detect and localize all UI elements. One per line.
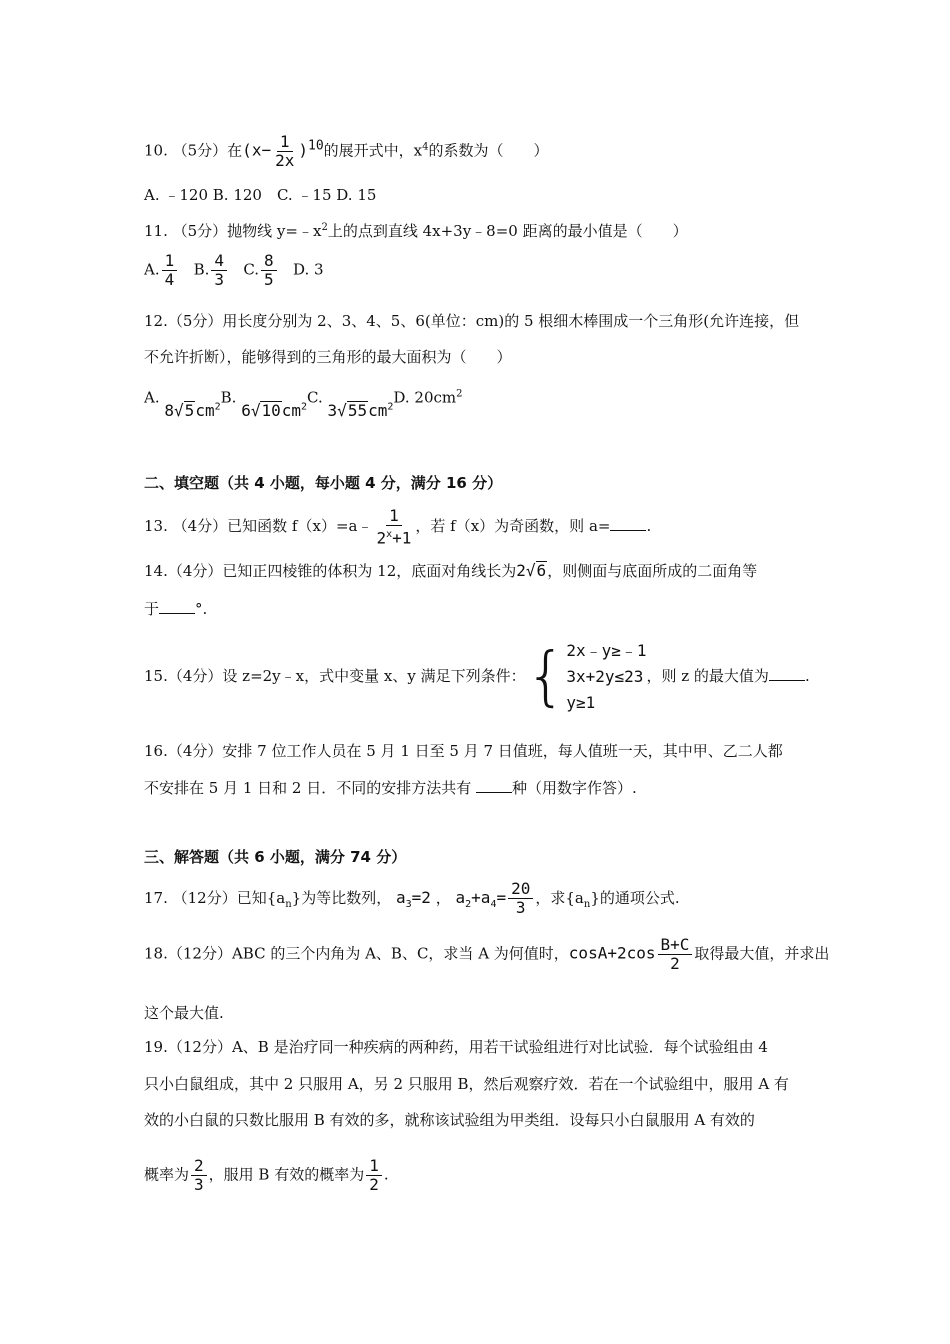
q10-suffix-b: 的系数为（ ） xyxy=(428,141,549,160)
q14-line2-a: 于 xyxy=(144,600,160,618)
q13-suffix-b: . xyxy=(646,517,652,536)
q10-paren-close: ) xyxy=(298,140,308,160)
q17-a4-sub: 4 xyxy=(490,899,497,911)
q10-sup: 4 xyxy=(422,141,429,153)
q16-line2-b: 种（用数字作答）. xyxy=(512,779,637,797)
q11-opt-a: A. xyxy=(144,260,160,279)
q12-c-rad: 55 xyxy=(347,401,368,421)
q12-a-expr: $8√5cm^2$ xyxy=(164,401,221,421)
q12-opt-d: D. 20cm xyxy=(393,388,457,407)
q18-fraction xyxy=(658,936,693,973)
section-3-title: 三、解答题（共 6 小题，满分 74 分） xyxy=(144,848,407,866)
q15-suffix-a: ，则 z 的最大值为 xyxy=(646,667,769,685)
q19-line3: 效的小白鼠的只数比服用 B 有效的多，就称该试验组为甲类组．设每只小白鼠服用 A 有效的 xyxy=(144,1111,755,1129)
q12-opt-c: C. xyxy=(307,388,323,407)
q12-c-expr: $3√55cm^2$ xyxy=(327,401,394,421)
question-13 xyxy=(144,507,651,547)
q13-den xyxy=(374,526,413,547)
q13-den-sup: x xyxy=(386,529,393,540)
question-10 xyxy=(144,133,549,170)
q17-a3-expr xyxy=(395,888,431,911)
question-11 xyxy=(144,217,688,242)
q19-p2-den: 2 xyxy=(369,1175,379,1194)
q11-sup: 2 xyxy=(321,222,328,233)
q17-suffix-a: ，求{a xyxy=(535,889,584,907)
q17-sub2: n xyxy=(583,899,591,910)
q10-x: x xyxy=(251,140,262,160)
q12-a-sup: 2 xyxy=(214,402,221,413)
q14-line2 xyxy=(144,598,207,620)
q14-text-a: 14.（4分）已知正四棱锥的体积为 12，底面对角线长为 xyxy=(144,562,517,580)
q11-c-num: 8 xyxy=(261,252,277,271)
question-17 xyxy=(144,880,680,917)
q17-mid1: }为等比数列， xyxy=(291,889,392,907)
q15-system xyxy=(566,638,646,716)
q15-c1: 2x﹣y≥﹣1 xyxy=(566,641,647,660)
q12-b-sup: 2 xyxy=(301,402,308,413)
q14-rad: 6 xyxy=(536,561,547,580)
q17-num: 20 xyxy=(508,880,533,899)
q13-num: 1 xyxy=(386,507,402,526)
q15-brace: { xyxy=(525,640,567,714)
q19-p2-num: 1 xyxy=(366,1157,382,1176)
q19-p1-den: 3 xyxy=(194,1175,204,1194)
q12-b-rad: 10 xyxy=(261,401,281,421)
q10-num: 1 xyxy=(277,133,293,152)
q11-opt-b: B. xyxy=(193,260,210,279)
q11-b-num: 4 xyxy=(211,252,227,271)
q11-c-fraction xyxy=(261,252,277,289)
q17-sub1: n xyxy=(285,899,292,910)
q11-b-den: 3 xyxy=(214,270,224,289)
q17-den: 3 xyxy=(515,898,526,917)
q18-num: B+C xyxy=(658,936,693,955)
q19-p1-num: 2 xyxy=(191,1157,207,1176)
q13-prefix: 13. （4分）已知函数 f（x）=a﹣ xyxy=(144,517,373,536)
q12-d-sup: 2 xyxy=(456,388,463,400)
q17-a3: a xyxy=(395,888,406,907)
q16-blank xyxy=(476,778,512,793)
q10-suffix-a: 的展开式中，x xyxy=(323,141,423,160)
q12-opt-b: B. xyxy=(220,388,237,407)
q12-options xyxy=(144,383,463,421)
q15-c2: 3x+2y≤23 xyxy=(566,667,644,686)
q10-minus: − xyxy=(261,140,272,160)
q12-c-sup: 2 xyxy=(387,402,394,413)
q18-den: 2 xyxy=(670,954,680,973)
q12-b-unit: cm xyxy=(281,401,301,421)
q12-line2: 不允许折断），能够得到的三角形的最大面积为（ ） xyxy=(144,348,512,366)
q12-line1: 12.（5分）用长度分别为 2、3、4、5、6(单位：cm)的 5 根细木棒围成一个三角形(允许连接，但 xyxy=(144,312,800,330)
q17-plus: +a xyxy=(471,888,491,907)
section-2-title: 二、填空题（共 4 小题，每小题 4 分，满分 16 分） xyxy=(144,474,503,492)
q11-a-fraction xyxy=(162,252,178,289)
q14-expr: 2√6 xyxy=(516,561,547,580)
q16-line2 xyxy=(144,777,637,799)
q15-suffix-b: . xyxy=(804,667,810,685)
q19-p2-fraction xyxy=(366,1157,382,1194)
q11-opt-c: C. xyxy=(243,260,260,279)
q12-a-unit: cm xyxy=(195,401,215,421)
q17-comma: ， xyxy=(435,889,451,907)
q12-c-coef: 3 xyxy=(327,401,338,421)
q17-a2: a xyxy=(455,888,466,907)
q19-p1-fraction xyxy=(191,1157,207,1194)
q19-line1: 19.（12分）A、B 是治疗同一种疾病的两种药，用若干试验组进行对比试验．每个试验组由 4 xyxy=(144,1038,768,1056)
q10-prefix: 10. （5分）在 xyxy=(144,141,243,160)
q12-c-unit: cm xyxy=(368,401,388,421)
q13-fraction xyxy=(374,507,413,547)
q18-prefix: 18.（12分）ABC 的三个内角为 A、B、C，求当 A 为何值时， xyxy=(144,944,569,963)
q10-fraction xyxy=(273,133,296,170)
q17-prefix: 17. （12分）已知{a xyxy=(144,889,286,907)
q10-den: 2x xyxy=(275,151,295,170)
q15-prefix: 15.（4分）设 z=2y﹣x，式中变量 x、y 满足下列条件： xyxy=(144,667,526,685)
q12-a-rad: 5 xyxy=(184,401,195,421)
q18-line2: 这个最大值. xyxy=(144,1004,224,1022)
q17-sum-expr xyxy=(455,879,536,917)
q11-text-a: 11. （5分）抛物线 y=﹣x xyxy=(144,222,322,240)
q12-a-coef: 8 xyxy=(164,401,175,421)
q19-line4-c: . xyxy=(383,1165,389,1184)
q14-coef: 2 xyxy=(516,561,526,580)
q19-line4-a: 概率为 xyxy=(144,1165,190,1184)
q15-blank xyxy=(769,666,805,681)
q11-options xyxy=(144,252,324,289)
q17-a3-sub: 3 xyxy=(405,899,412,911)
q13-den-a: 2 xyxy=(376,528,387,548)
q10-paren-open: ( xyxy=(242,140,252,160)
q15-c3: y≥1 xyxy=(566,693,596,712)
q11-b-fraction xyxy=(211,252,227,289)
q11-text-b: 上的点到直线 4x+3y﹣8=0 距离的最小值是（ ） xyxy=(327,222,688,240)
q11-opt-d: D. 3 xyxy=(292,260,324,279)
question-14 xyxy=(144,560,757,582)
q17-fraction xyxy=(508,880,533,917)
q12-b-coef: 6 xyxy=(241,401,251,421)
q17-a3-val: =2 xyxy=(411,888,431,907)
q10-exponent: 10 xyxy=(308,138,324,154)
q11-a-num: 1 xyxy=(162,252,178,271)
q13-suffix-a: ，若 f（x）为奇函数，则 a= xyxy=(415,517,611,536)
q14-line2-b: °. xyxy=(195,600,208,618)
q18-suffix: 取得最大值，并求出 xyxy=(694,944,830,963)
q12-b-expr: $6√10cm^2$ xyxy=(241,401,308,421)
q19-line2: 只小白鼠组成，其中 2 只服用 A，另 2 只服用 B，然后观察疗效．若在一个试验组中，服用 A 有 xyxy=(144,1075,789,1093)
q11-c-den: 5 xyxy=(264,270,274,289)
q13-blank xyxy=(610,516,646,531)
q16-line1: 16.（4分）安排 7 位工作人员在 5 月 1 日至 5 月 7 日值班，每人值班一天，其中甲、乙二人都 xyxy=(144,742,783,760)
q17-eq: = xyxy=(496,888,507,907)
question-18 xyxy=(144,936,829,973)
q14-text-b: ，则侧面与底面所成的二面角等 xyxy=(547,562,758,580)
q17-a2-sub: 2 xyxy=(465,899,472,911)
q11-a-den: 4 xyxy=(164,270,175,289)
q13-den-b: +1 xyxy=(392,528,412,548)
q19-line4 xyxy=(144,1157,389,1194)
q19-line4-b: ，服用 B 有效的概率为 xyxy=(208,1165,365,1184)
q14-blank xyxy=(159,599,195,614)
q10-options: A. ﹣120 B. 120 C. ﹣15 D. 15 xyxy=(144,186,377,204)
q16-line2-a: 不安排在 5 月 1 日和 2 日．不同的安排方法共有 xyxy=(144,779,472,797)
question-15 xyxy=(144,636,810,716)
q18-expr: cosA+2cos xyxy=(568,943,656,963)
q17-suffix-b: }的通项公式. xyxy=(590,889,680,907)
q12-opt-a: A. xyxy=(144,388,160,407)
